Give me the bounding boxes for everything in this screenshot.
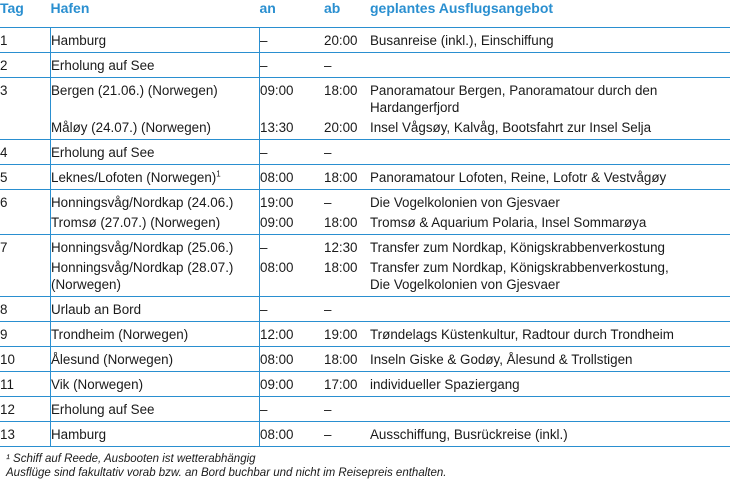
port-label: Urlaub an Bord bbox=[51, 302, 142, 317]
port-label: Honningsvåg/Nordkap (25.06.) bbox=[51, 240, 234, 255]
table-row bbox=[0, 297, 730, 322]
port-label: Bergen (21.06.) (Norwegen) bbox=[51, 83, 218, 98]
arrival-time: 09:00 bbox=[260, 215, 294, 230]
table-row bbox=[0, 259, 730, 297]
arrival-time: 19:00 bbox=[260, 190, 325, 215]
arrival-time: 08:00 bbox=[260, 165, 325, 190]
departure-time: 17:00 bbox=[324, 372, 370, 397]
departure-time: – bbox=[324, 53, 370, 78]
arrival-time: 13:30 bbox=[260, 120, 294, 135]
departure-time: – bbox=[324, 397, 370, 422]
port-label: Honningsvåg/Nordkap (28.07.) bbox=[51, 260, 234, 275]
excursion-offer bbox=[370, 190, 730, 215]
day-number bbox=[0, 119, 51, 140]
excursion-line: individueller Spaziergang bbox=[370, 377, 520, 392]
table-row bbox=[0, 190, 730, 215]
port-label: Vik (Norwegen) bbox=[51, 377, 144, 392]
excursion-offer bbox=[370, 140, 730, 165]
excursion-offer bbox=[370, 397, 730, 422]
table-row bbox=[0, 322, 730, 347]
itinerary-body bbox=[0, 28, 730, 447]
footnote-marker: 1 bbox=[216, 169, 221, 179]
arrival-time: 08:00 bbox=[260, 260, 294, 275]
table-row bbox=[0, 214, 730, 235]
departure-time: – bbox=[324, 422, 370, 447]
day-number: 4 bbox=[0, 140, 51, 165]
port-name bbox=[51, 235, 260, 260]
table-row bbox=[0, 78, 730, 120]
departure-time: 18:00 bbox=[324, 260, 358, 275]
header-tag: Tag bbox=[0, 0, 24, 16]
day-number: 2 bbox=[0, 53, 51, 78]
port-name bbox=[51, 53, 260, 78]
day-number: 5 bbox=[0, 165, 51, 190]
port-name bbox=[51, 78, 260, 120]
port-label: Tromsø (27.07.) (Norwegen) bbox=[51, 215, 221, 230]
excursion-offer bbox=[370, 347, 730, 372]
day-number bbox=[0, 214, 51, 235]
header-hafen: Hafen bbox=[50, 0, 90, 16]
day-number: 11 bbox=[0, 372, 51, 397]
table-row bbox=[0, 140, 730, 165]
port-name bbox=[51, 140, 260, 165]
port-label: Trondheim (Norwegen) bbox=[51, 327, 189, 342]
excursion-line: Die Vogelkolonien von Gjesvaer bbox=[370, 195, 560, 210]
arrival-time: – bbox=[260, 297, 325, 322]
excursion-line: Panoramatour Lofoten, Reine, Lofotr & Vestvågøy bbox=[370, 170, 667, 185]
port-name bbox=[51, 214, 260, 235]
port-label: Hamburg bbox=[51, 33, 107, 48]
port-name bbox=[51, 165, 260, 190]
excursion-line: Insel Vågsøy, Kalvåg, Bootsfahrt zur Insel Selja bbox=[370, 120, 652, 135]
table-row bbox=[0, 28, 730, 53]
arrival-time: 09:00 bbox=[260, 372, 325, 397]
day-number: 9 bbox=[0, 322, 51, 347]
departure-time: 18:00 bbox=[324, 347, 370, 372]
day-number: 6 bbox=[0, 190, 51, 215]
arrival-time: – bbox=[260, 28, 325, 53]
table-row bbox=[0, 422, 730, 447]
table-row bbox=[0, 347, 730, 372]
port-name bbox=[51, 190, 260, 215]
port-label: Ålesund (Norwegen) bbox=[51, 352, 174, 367]
excursion-line: Die Vogelkolonien von Gjesvaer bbox=[370, 277, 560, 292]
excursion-offer bbox=[370, 214, 730, 235]
departure-time: 12:30 bbox=[324, 235, 370, 260]
header-ab: ab bbox=[324, 0, 341, 16]
table-row bbox=[0, 53, 730, 78]
departure-time: 20:00 bbox=[324, 120, 358, 135]
arrival-time: 09:00 bbox=[260, 78, 325, 120]
footnote-1: ¹ Schiff auf Reede, Ausbooten ist wetterabhängig bbox=[6, 453, 256, 465]
port-label: Honningsvåg/Nordkap (24.06.) bbox=[51, 195, 234, 210]
table-row bbox=[0, 397, 730, 422]
arrival-time: 12:00 bbox=[260, 322, 325, 347]
excursion-offer bbox=[370, 259, 730, 297]
excursion-offer bbox=[370, 78, 730, 120]
port-name bbox=[51, 347, 260, 372]
header-angebot: geplantes Ausflugsangebot bbox=[370, 0, 554, 16]
excursion-line: Hardangerfjord bbox=[370, 100, 460, 115]
excursion-offer bbox=[370, 235, 730, 260]
excursion-line: Busanreise (inkl.), Einschiffung bbox=[370, 33, 554, 48]
day-number: 7 bbox=[0, 235, 51, 260]
day-number: 12 bbox=[0, 397, 51, 422]
excursion-line: Trøndelags Küstenkultur, Radtour durch Trondheim bbox=[370, 327, 674, 342]
port-label: Erholung auf See bbox=[51, 58, 155, 73]
excursion-line: Transfer zum Nordkap, Königskrabbenverkostung bbox=[370, 240, 665, 255]
excursion-offer bbox=[370, 53, 730, 78]
arrival-time: – bbox=[260, 140, 325, 165]
arrival-time: 08:00 bbox=[260, 347, 325, 372]
table-row bbox=[0, 372, 730, 397]
port-label: Erholung auf See bbox=[51, 145, 155, 160]
excursion-line: Inseln Giske & Godøy, Ålesund & Trollstigen bbox=[370, 352, 633, 367]
arrival-time: – bbox=[260, 397, 325, 422]
header-an: an bbox=[259, 0, 276, 16]
departure-time: 20:00 bbox=[324, 28, 370, 53]
day-number bbox=[0, 259, 51, 297]
excursion-offer bbox=[370, 372, 730, 397]
port-label: Leknes/Lofoten (Norwegen) bbox=[51, 170, 217, 185]
departure-time: 18:00 bbox=[324, 165, 370, 190]
departure-time: – bbox=[324, 190, 370, 215]
excursion-line: Tromsø & Aquarium Polaria, Insel Sommarøya bbox=[370, 215, 647, 230]
excursion-offer bbox=[370, 28, 730, 53]
arrival-time: – bbox=[260, 53, 325, 78]
table-header-row bbox=[0, 0, 730, 28]
port-name bbox=[51, 297, 260, 322]
excursion-line: Ausschiffung, Busrückreise (inkl.) bbox=[370, 427, 568, 442]
port-name bbox=[51, 28, 260, 53]
port-name bbox=[51, 259, 260, 297]
departure-time: – bbox=[324, 140, 370, 165]
port-name bbox=[51, 397, 260, 422]
excursion-line: Panoramatour Bergen, Panoramatour durch den bbox=[370, 83, 658, 98]
departure-time: – bbox=[324, 297, 370, 322]
footnote-2: Ausflüge sind fakultativ vorab bzw. an Bord buchbar und nicht im Reisepreis enthalten. bbox=[6, 467, 447, 479]
table-row bbox=[0, 119, 730, 140]
day-number: 8 bbox=[0, 297, 51, 322]
excursion-offer bbox=[370, 119, 730, 140]
excursion-line: Transfer zum Nordkap, Königskrabbenverkostung, bbox=[370, 260, 669, 275]
arrival-time: – bbox=[260, 235, 325, 260]
excursion-offer bbox=[370, 165, 730, 190]
footnotes bbox=[6, 452, 446, 480]
table-row bbox=[0, 165, 730, 190]
departure-time: 18:00 bbox=[324, 215, 358, 230]
port-name bbox=[51, 119, 260, 140]
port-label-line2: (Norwegen) bbox=[51, 277, 121, 292]
excursion-offer bbox=[370, 422, 730, 447]
port-name bbox=[51, 372, 260, 397]
table-row bbox=[0, 235, 730, 260]
day-number: 1 bbox=[0, 28, 51, 53]
port-name bbox=[51, 322, 260, 347]
excursion-offer bbox=[370, 297, 730, 322]
excursion-offer bbox=[370, 322, 730, 347]
port-label: Måløy (24.07.) (Norwegen) bbox=[51, 120, 211, 135]
port-label: Erholung auf See bbox=[51, 402, 155, 417]
port-label: Hamburg bbox=[51, 427, 107, 442]
departure-time: 18:00 bbox=[324, 78, 370, 120]
day-number: 13 bbox=[0, 422, 51, 447]
port-name bbox=[51, 422, 260, 447]
arrival-time: 08:00 bbox=[260, 422, 325, 447]
day-number: 3 bbox=[0, 78, 51, 120]
departure-time: 19:00 bbox=[324, 322, 370, 347]
day-number: 10 bbox=[0, 347, 51, 372]
